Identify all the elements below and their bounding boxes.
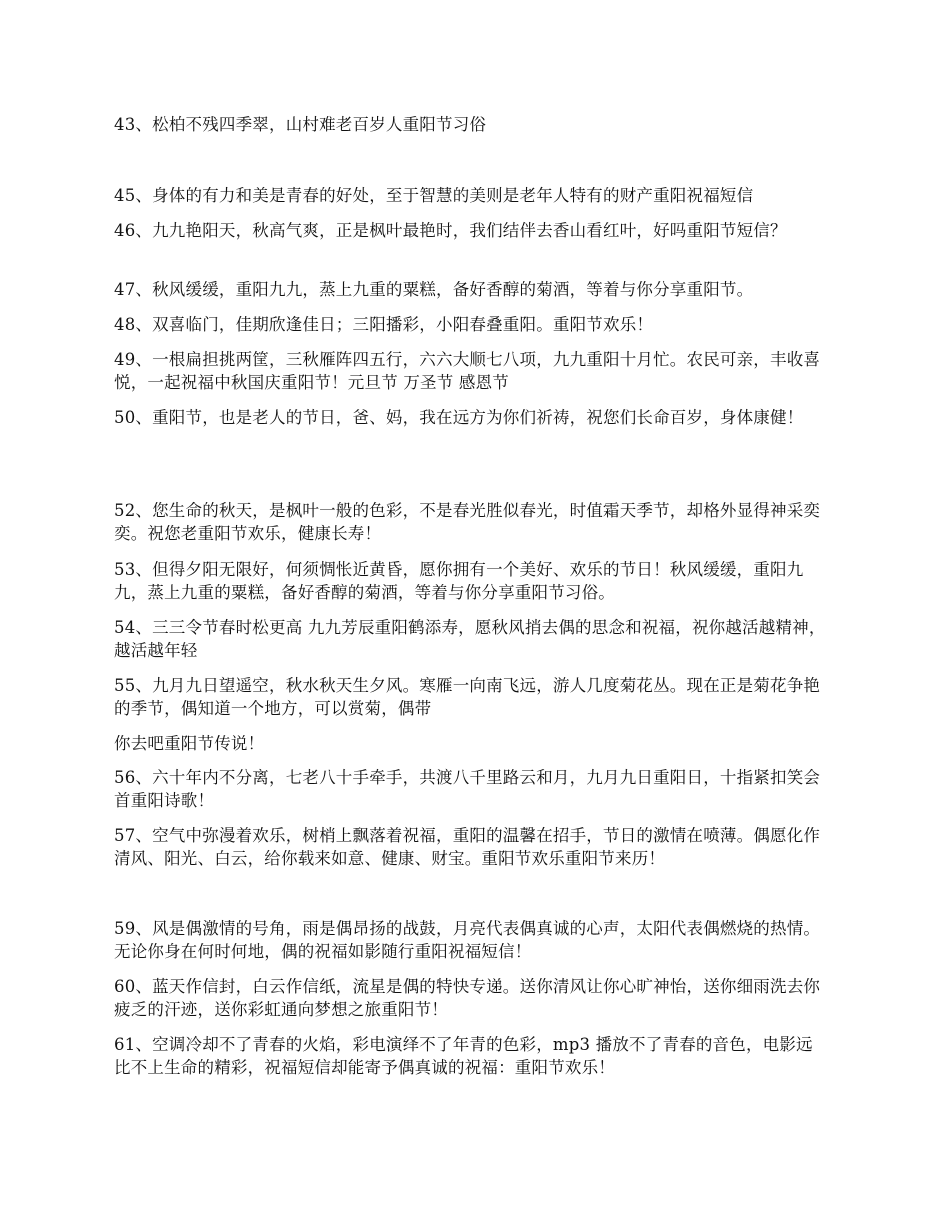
paragraph-43: 43、松柏不残四季翠，山村难老百岁人重阳节习俗 [114,115,487,134]
paragraph-61: 61、空调冷却不了青春的火焰，彩电演绎不了年青的色彩，mp3 播放不了青春的音色，电影远比不上生命的精彩，祝福短信却能寄予偶真诚的祝福：重阳节欢乐！ [114,1035,813,1077]
paragraph-49: 49、一根扁担挑两筐，三秋雁阵四五行，六六大顺七八项，九九重阳十月忙。农民可亲，丰收喜悦，一起祝福中秋国庆重阳节！元旦节 万圣节 感恩节 [114,350,821,392]
paragraph-55-continued: 你去吧重阳节传说！ [114,734,265,753]
paragraph-50: 50、重阳节，也是老人的节日，爸、妈，我在远方为你们祈祷，祝您们长命百岁，身体康健！ [114,408,804,427]
paragraph-47: 47、秋风缓缓，重阳九九，蒸上九重的粟糕，备好香醇的菊酒，等着与你分享重阳节。 [114,280,754,299]
paragraph-46: 46、九九艳阳天，秋高气爽，正是枫叶最艳时，我们结伴去香山看红叶，好吗重阳节短信？ [114,221,787,240]
paragraph-54: 54、三三令节春时松更高 九九芳辰重阳鹤添寿，愿秋风捎去偶的思念和祝福，祝你越活越精神，越活越年轻 [114,618,826,660]
paragraph-53: 53、但得夕阳无限好，何须惆怅近黄昏，愿你拥有一个美好、欢乐的节日！秋风缓缓，重阳九九，蒸上九重的粟糕，备好香醇的菊酒，等着与你分享重阳节习俗。 [114,560,804,602]
paragraph-56: 56、六十年内不分离，七老八十手牵手，共渡八千里路云和月，九月九日重阳日，十指紧扣笑会首重阳诗歌！ [114,768,821,810]
paragraph-55: 55、九月九日望遥空，秋水秋天生夕风。寒雁一向南飞远，游人几度菊花丛。现在正是菊花争艳的季节，偶知道一个地方，可以赏菊，偶带 [114,676,821,718]
paragraph-52: 52、您生命的秋天，是枫叶一般的色彩，不是春光胜似春光，时值霜天季节，却格外显得神采奕奕。祝您老重阳节欢乐，健康长寿！ [114,501,821,543]
paragraph-45: 45、身体的有力和美是青春的好处，至于智慧的美则是老年人特有的财产重阳祝福短信 [114,186,754,205]
paragraph-59: 59、风是偶激情的号角，雨是偶昂扬的战鼓，月亮代表偶真诚的心声，太阳代表偶燃烧的热情。无论你身在何时何地，偶的祝福如影随行重阳祝福短信！ [114,919,821,961]
paragraph-57: 57、空气中弥漫着欢乐，树梢上飘落着祝福，重阳的温馨在招手，节日的激情在喷薄。偶愿化作清风、阳光、白云，给你载来如意、健康、财宝。重阳节欢乐重阳节来历！ [114,826,821,868]
paragraph-60: 60、蓝天作信封，白云作信纸，流星是偶的特快专递。送你清风让你心旷神怡，送你细雨洗去你疲乏的汗迹，送你彩虹通向梦想之旅重阳节！ [114,977,821,1019]
paragraph-48: 48、双喜临门，佳期欣逢佳日；三阳播彩，小阳春叠重阳。重阳节欢乐！ [114,315,654,334]
